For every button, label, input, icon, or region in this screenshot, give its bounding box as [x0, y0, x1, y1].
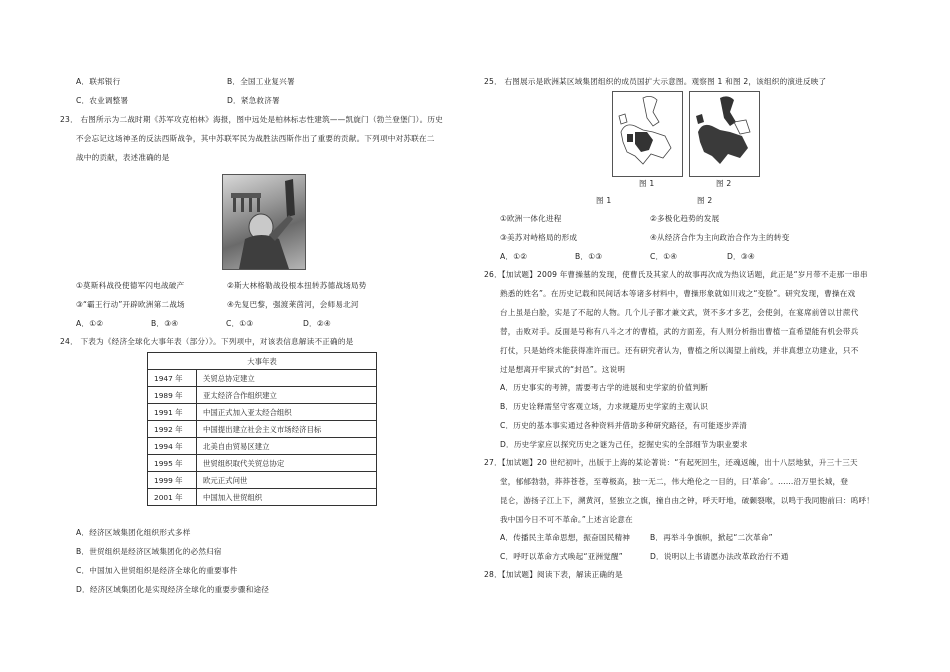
- q23-option-a: A．①②: [76, 319, 104, 328]
- q27-option-a: A．传播民主革命思想，振奋国民精神: [500, 533, 631, 542]
- q27-stem-line2: 堂，郁郁勃勃，莽莽苍苍，至尊极高，独一无二，伟大绝伦之一目的，曰‘革命’。……沿万里长城，登: [500, 477, 849, 486]
- table-cell-event: 北美自由贸易区建立: [197, 438, 377, 455]
- q27-option-d: D．说明以上书请愿办法改革政治行不通: [650, 552, 789, 561]
- table-row: [148, 404, 377, 421]
- table-cell-year: 1947 年: [148, 370, 197, 387]
- table-cell-year: 2001 年: [148, 489, 197, 506]
- q24-stem: 24． 下表为《经济全球化大事年表（部分）》。下列项中，对该表信息解读不正确的是: [60, 337, 354, 346]
- q26-stem-line4: 替，击败对手。反面是号称有八斗之才的曹植，武的方面差，有人则分析指出曹植一直希望能有机会带兵: [500, 327, 859, 336]
- q22-option-c: C．农业调整署: [76, 96, 129, 105]
- q26-stem-line1: 26．【加试题】2009 年曹操墓的发现，使曹氏及其家人的故事再次成为热议话题，此正是“岁月带不走那一串串: [484, 270, 868, 279]
- table-row: [148, 421, 377, 438]
- q28-stem: 28．【加试题】阅读下表，解读正确的是: [484, 570, 623, 579]
- q23-option-d: D．②④: [303, 319, 331, 328]
- table-row: [148, 438, 377, 455]
- table-cell-year: 1999 年: [148, 472, 197, 489]
- q22-option-a: A．联邦银行: [76, 77, 121, 86]
- q27-stem-line3: 昆仑，游扬子江上下，溯黄河，竖独立之旗，撞自由之钟，呼天吁地，破颡裂喉，以鸣于我同胞前曰：呜呼！: [500, 496, 875, 505]
- q23-stem-line1: 23． 右图所示为二战时期《苏军攻克柏林》海报，图中远处是柏林标志性建筑——凯旋门（勃兰登堡门）。历史: [60, 115, 443, 124]
- q23-item-3: ③“霸王行动”开辟欧洲第二战场: [76, 300, 185, 309]
- q24-option-d: D．经济区域集团化是实现经济全球化的重要步骤和途径: [76, 585, 270, 594]
- map-figure-2: [689, 91, 760, 188]
- table-cell-event: 中国正式加入亚太经合组织: [197, 404, 377, 421]
- q26-option-c: C．历史的基本事实通过各种资料并借助多种研究路径，有可能逐步弄清: [500, 421, 748, 430]
- q26-option-a: A．历史事实的考辨，需要考古学的进展和史学家的价值判断: [500, 383, 709, 392]
- map-2-caption: 图 2: [716, 179, 732, 188]
- q23-item-2: ②斯大林格勒战役根本扭转苏德战场局势: [227, 281, 367, 290]
- q25-item-3: ③美苏对峙格局的形成: [500, 233, 578, 242]
- q23-item-4: ④先复巴黎，强渡莱茵河，会师易北河: [227, 300, 359, 309]
- q22-option-b: B．全国工业复兴署: [227, 77, 295, 86]
- q26-stem-line6: 过是想离开牢狱式的“封邑”。这说明: [500, 365, 626, 374]
- q25-figure-1-label: 图 1: [596, 196, 612, 205]
- table-row: [148, 387, 377, 404]
- table-row: [148, 370, 377, 387]
- table-cell-year: 1992 年: [148, 421, 197, 438]
- q25-option-c: C．①④: [650, 252, 678, 261]
- q24-option-a: A．经济区域集团化组织形式多样: [76, 528, 191, 537]
- table-cell-year: 1991 年: [148, 404, 197, 421]
- q26-stem-line2: 熟悉的姓名”。在历史记载和民间话本等诸多材料中，曹操形象就如川戏之“变脸”。研究发现，曹操在戏: [500, 289, 856, 298]
- q25-option-b: B．①③: [575, 252, 603, 261]
- q23-item-1: ①莫斯科战役使德军闪电战破产: [76, 281, 185, 290]
- q27-option-c: C．呼吁以革命方式唤起“亚洲觉醒”: [500, 552, 623, 561]
- q25-figure-2-label: 图 2: [697, 196, 713, 205]
- q25-item-1: ①欧洲一体化进程: [500, 214, 562, 223]
- q26-stem-line3: 台上虽是白脸，实是了不起的人物。几个儿子都才兼文武，贤不多才多艺，会使剑，在宴席前曾以甘蔗代: [500, 308, 859, 317]
- q26-option-d: D．历史学家应以探究历史之谜为己任，挖掘史实的全部细节为职业要求: [500, 440, 748, 449]
- q25-option-a: A．①②: [500, 252, 528, 261]
- q27-option-b: B．再举斗争旗帜，掀起“二次革命”: [650, 533, 773, 542]
- table-cell-event: 亚太经济合作组织建立: [197, 387, 377, 404]
- table-cell-event: 关贸总协定建立: [197, 370, 377, 387]
- table-cell-event: 中国提出建立社会主义市场经济目标: [197, 421, 377, 438]
- table-row: [148, 472, 377, 489]
- globalization-timeline-table: [147, 352, 377, 506]
- q25-option-d: D．③④: [727, 252, 755, 261]
- europe-map-2-icon: [690, 92, 759, 176]
- q22-option-d: D．紧急救济署: [227, 96, 280, 105]
- europe-map-1-icon: [613, 92, 682, 176]
- table-cell-year: 1994 年: [148, 438, 197, 455]
- table-cell-event: 世贸组织取代关贸总协定: [197, 455, 377, 472]
- table-cell-year: 1989 年: [148, 387, 197, 404]
- q23-stem-line2: 不会忘记这场神圣的反法西斯战争，其中苏联军民为战胜法西斯作出了重要的贡献。下列项中对苏联在二: [76, 134, 435, 143]
- q23-stem-line3: 战中的贡献，表述准确的是: [76, 153, 170, 162]
- q27-stem-line1: 27．【加试题】20 世纪初叶，出版于上海的某论著说：“有起死回生，还魂返魄，出十八层地狱，升三十三天: [484, 458, 858, 467]
- soviet-poster-image: [222, 174, 306, 270]
- table-title: 大事年表: [148, 353, 377, 370]
- table-cell-event: 中国加入世贸组织: [197, 489, 377, 506]
- table-cell-year: 1995 年: [148, 455, 197, 472]
- q23-option-c: C．①③: [226, 319, 254, 328]
- q25-item-4: ④从经济合作为主向政治合作为主的转变: [650, 233, 790, 242]
- q25-item-2: ②多极化趋势的发展: [650, 214, 720, 223]
- q26-stem-line5: 打仗，只是始终未能获得准许而已。还有研究者认为，曹植之所以渴望上前线，并非真想立功建业，只不: [500, 346, 859, 355]
- q24-option-c: C．中国加入世贸组织是经济全球化的重要事件: [76, 566, 238, 575]
- table-row: [148, 489, 377, 506]
- poster-illustration-icon: [223, 175, 305, 269]
- q27-stem-line4: 我中国今日不可不革命。”上述言论意在: [500, 515, 633, 524]
- map-figure-1: [612, 91, 683, 188]
- q24-option-b: B．世贸组织是经济区域集团化的必然归宿: [76, 547, 222, 556]
- table-cell-event: 欧元正式问世: [197, 472, 377, 489]
- q26-option-b: B．历史诠释需坚守客观立场，力求规避历史学家的主观认识: [500, 402, 709, 411]
- table-row: [148, 455, 377, 472]
- q23-option-b: B．③④: [151, 319, 179, 328]
- map-1-caption: 图 1: [639, 179, 655, 188]
- q25-stem: 25． 右图展示是欧洲某区域集团组织的成员国扩大示意图。观察图 1 和图 2，该组织的演进反映了: [484, 77, 827, 86]
